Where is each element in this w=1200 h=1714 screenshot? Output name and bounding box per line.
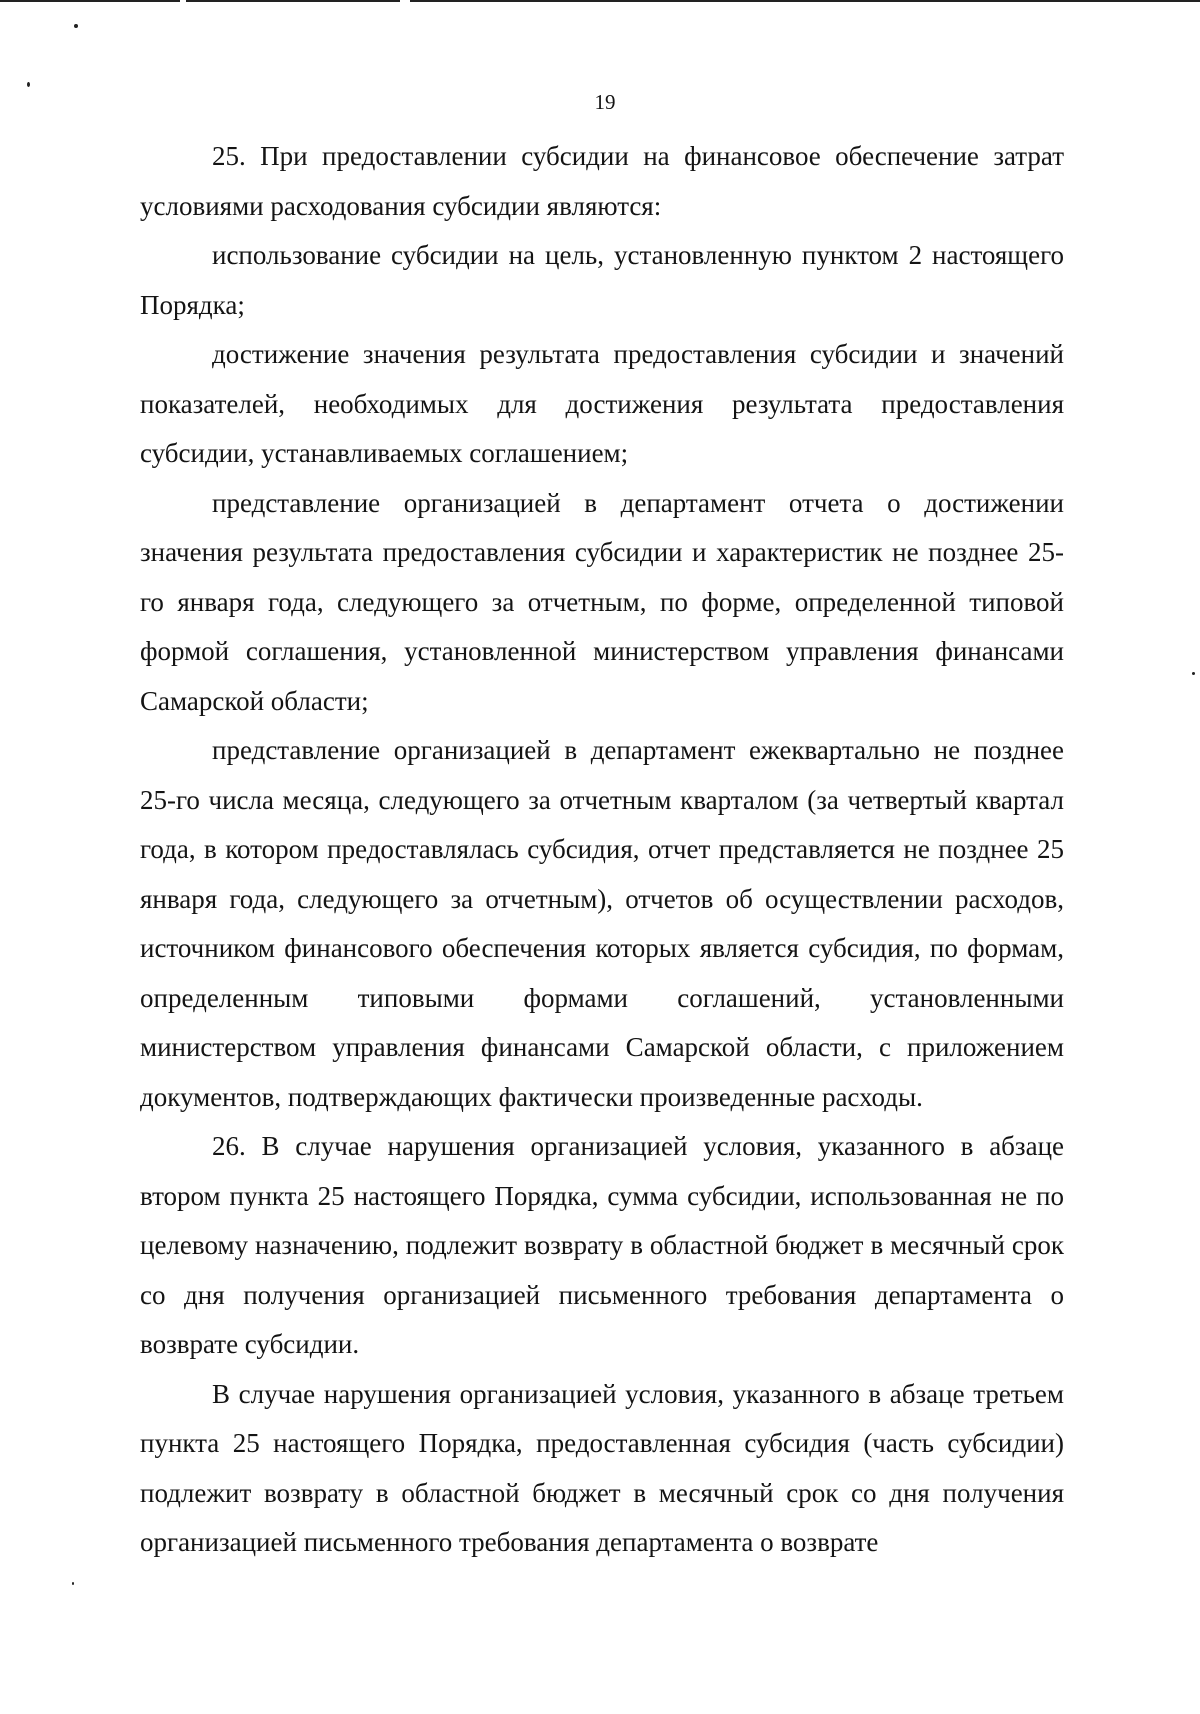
paragraph-25: 25. При предоставлении субсидии на финансовое обеспечение затрат условиями расходования субсидии являются:: [140, 141, 1064, 221]
paragraph-26: 26. В случае нарушения организацией условия, указанного в абзаце втором пункта 25 настоящего Порядка, сумма субсидии, использованная не по целевому назначению, подлежит возврату в областной бюджет в месячный срок со дня получения организацией письменного требования департамента о возврате субсидии.: [140, 1131, 1064, 1359]
paragraph-condition-quarterly-report: представление организацией в департамент ежеквартально не позднее 25-го числа месяца, следующего за отчетным кварталом (за четвертый квартал года, в котором предоставлялась субсидия, отчет представляется не позднее 25 января года, следующего за отчетным), отчетов об осуществлении расходов, источником финансового обеспечения которых является субсидия, по формам, определенным типовыми формами соглашений, установленными министерством управления финансами Самарской области, с приложением документов, подтверждающих фактически произведенные расходы.: [140, 735, 1064, 1112]
paragraph-condition-report: представление организацией в департамент отчета о достижении значения результата предоставления субсидии и характеристик не позднее 25-го января года, следующего за отчетным, по форме, определенной типовой формой соглашения, установленной министерством управления финансами Самарской области;: [140, 487, 1064, 716]
paragraph-condition-purpose: использование субсидии на цель, установленную пунктом 2 настоящего Порядка;: [140, 240, 1064, 320]
paragraph-violation-third: В случае нарушения организацией условия, указанного в абзаце третьем пункта 25 настоящего Порядка, предоставленная субсидия (часть субсидии) подлежит возврату в областной бюджет в месячный срок со дня получения организацией письменного требования департамента о возврате: [140, 1378, 1064, 1557]
paragraph-condition-result: достижение значения результата предоставления субсидии и значений показателей, необходимых для достижения результата предоставления субсидии, устанавливаемых соглашением;: [140, 339, 1064, 468]
document-body: [140, 132, 1064, 1568]
page-number: 19: [594, 90, 616, 114]
